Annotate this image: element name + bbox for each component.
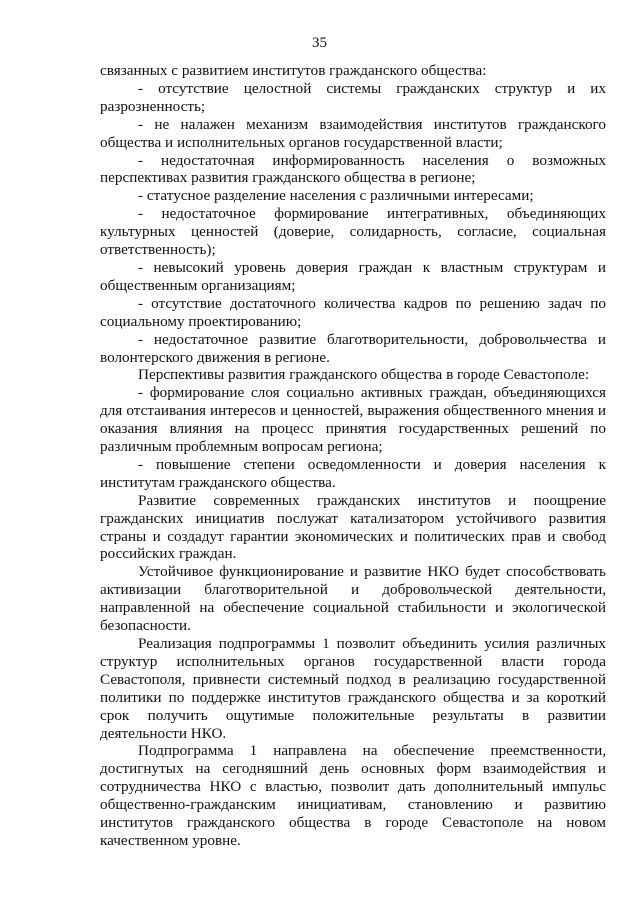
page-number: 35	[312, 35, 327, 51]
body-paragraph: Подпрограмма 1 направлена на обеспечение преемственности, достигнутых на сегодняшний день основных форм взаимодействия и сотрудничества НКО с властью, позволит дать дополнительный импульс общественно-гражданским инициативам, становлению и развитию институтов гражданского общества в городе Севастополе на новом качественном уровне.	[100, 742, 606, 849]
body-paragraph: Развитие современных гражданских институтов и поощрение гражданских инициатив послужат катализатором устойчивого развития страны и создадут гарантии экономических и политических прав и свобод российских граждан.	[100, 491, 606, 563]
prospect-item: - формирование слоя социально активных граждан, объединяющихся для отстаивания интересов и ценностей, выражения общественного мнения и оказания влияния на процесс принятия государственных решений по различным проблемным вопросам региона;	[100, 384, 606, 456]
body-text	[100, 62, 606, 850]
problem-item: - недостаточное формирование интегративных, объединяющих культурных ценностей (доверие, солидарность, согласие, социальная ответственность);	[100, 205, 606, 259]
body-paragraph: Устойчивое функционирование и развитие НКО будет способствовать активизации благотворительной и добровольческой деятельности, направленной на обеспечение социальной стабильности и экологической безопасности.	[100, 563, 606, 635]
paragraph-continuation: связанных с развитием институтов гражданского общества:	[100, 62, 487, 79]
body-paragraph: Реализация подпрограммы 1 позволит объединить усилия различных структур исполнительных органов государственной власти города Севастополя, привнести системный подход в реализацию государственной политики по поддержке институтов гражданского общества и за короткий срок получить ощутимые положительные результаты в развитии деятельности НКО.	[100, 635, 606, 742]
prospects-heading: Перспективы развития гражданского общества в городе Севастополе:	[138, 366, 590, 384]
problem-item: - отсутствие целостной системы гражданских структур и их разрозненность;	[100, 79, 606, 115]
problem-item: - статусное разделение населения с различными интересами;	[138, 187, 534, 205]
problem-item: - отсутствие достаточного количества кадров по решению задач по социальному проектированию;	[100, 294, 606, 330]
problem-item: - недостаточная информированность населения о возможных перспективах развития гражданского общества в регионе;	[100, 151, 606, 187]
problem-item: - недостаточное развитие благотворительности, добровольчества и волонтерского движения в регионе.	[100, 330, 606, 366]
problem-item: - невысокий уровень доверия граждан к властным структурам и общественным организациям;	[100, 258, 606, 294]
prospect-item: - повышение степени осведомленности и доверия населения к институтам гражданского общества.	[100, 455, 606, 491]
problem-item: - не налажен механизм взаимодействия институтов гражданского общества и исполнительных органов государственной власти;	[100, 115, 606, 151]
